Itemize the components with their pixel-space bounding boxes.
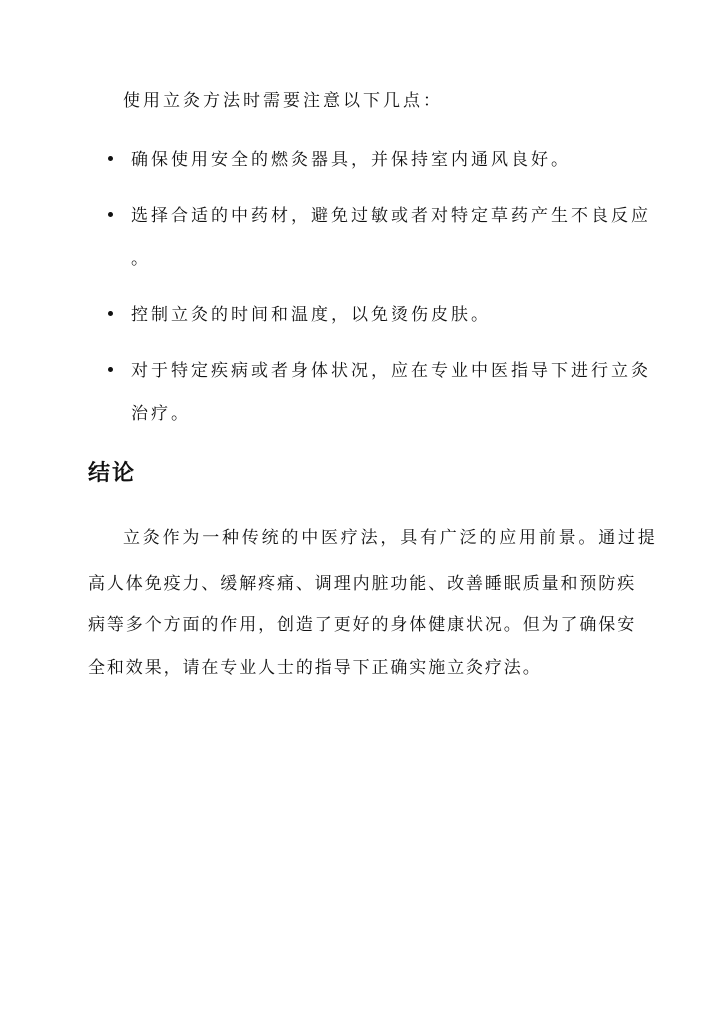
list-item-text: 选择合适的中药材，避免过敏或者对特定草药产生不良反应: [131, 206, 651, 226]
bullet-icon: [108, 367, 113, 372]
bullet-icon: [108, 156, 113, 161]
section-heading: 结论: [88, 461, 137, 486]
conclusion-line: 高人体免疫力、缓解疼痛、调理内脏功能、改善睡眠质量和预防疾: [88, 574, 637, 594]
list-item-text-continued: 治疗。: [131, 404, 191, 424]
list-item-text: 对于特定疾病或者身体状况，应在专业中医指导下进行立灸: [131, 361, 651, 381]
conclusion-line: 病等多个方面的作用，创造了更好的身体健康状况。但为了确保安: [88, 615, 637, 635]
bullet-icon: [108, 311, 113, 316]
list-item-text: 确保使用安全的燃灸器具，并保持室内通风良好。: [131, 150, 571, 170]
bullet-icon: [108, 212, 113, 217]
conclusion-line: 全和效果，请在专业人士的指导下正确实施立灸疗法。: [88, 658, 542, 678]
intro-paragraph: 使用立灸方法时需要注意以下几点：: [123, 91, 443, 111]
list-item-text-continued: 。: [131, 249, 151, 269]
list-item-text: 控制立灸的时间和温度，以免烫伤皮肤。: [131, 305, 491, 325]
conclusion-line: 立灸作为一种传统的中医疗法，具有广泛的应用前景。通过提: [123, 528, 658, 548]
